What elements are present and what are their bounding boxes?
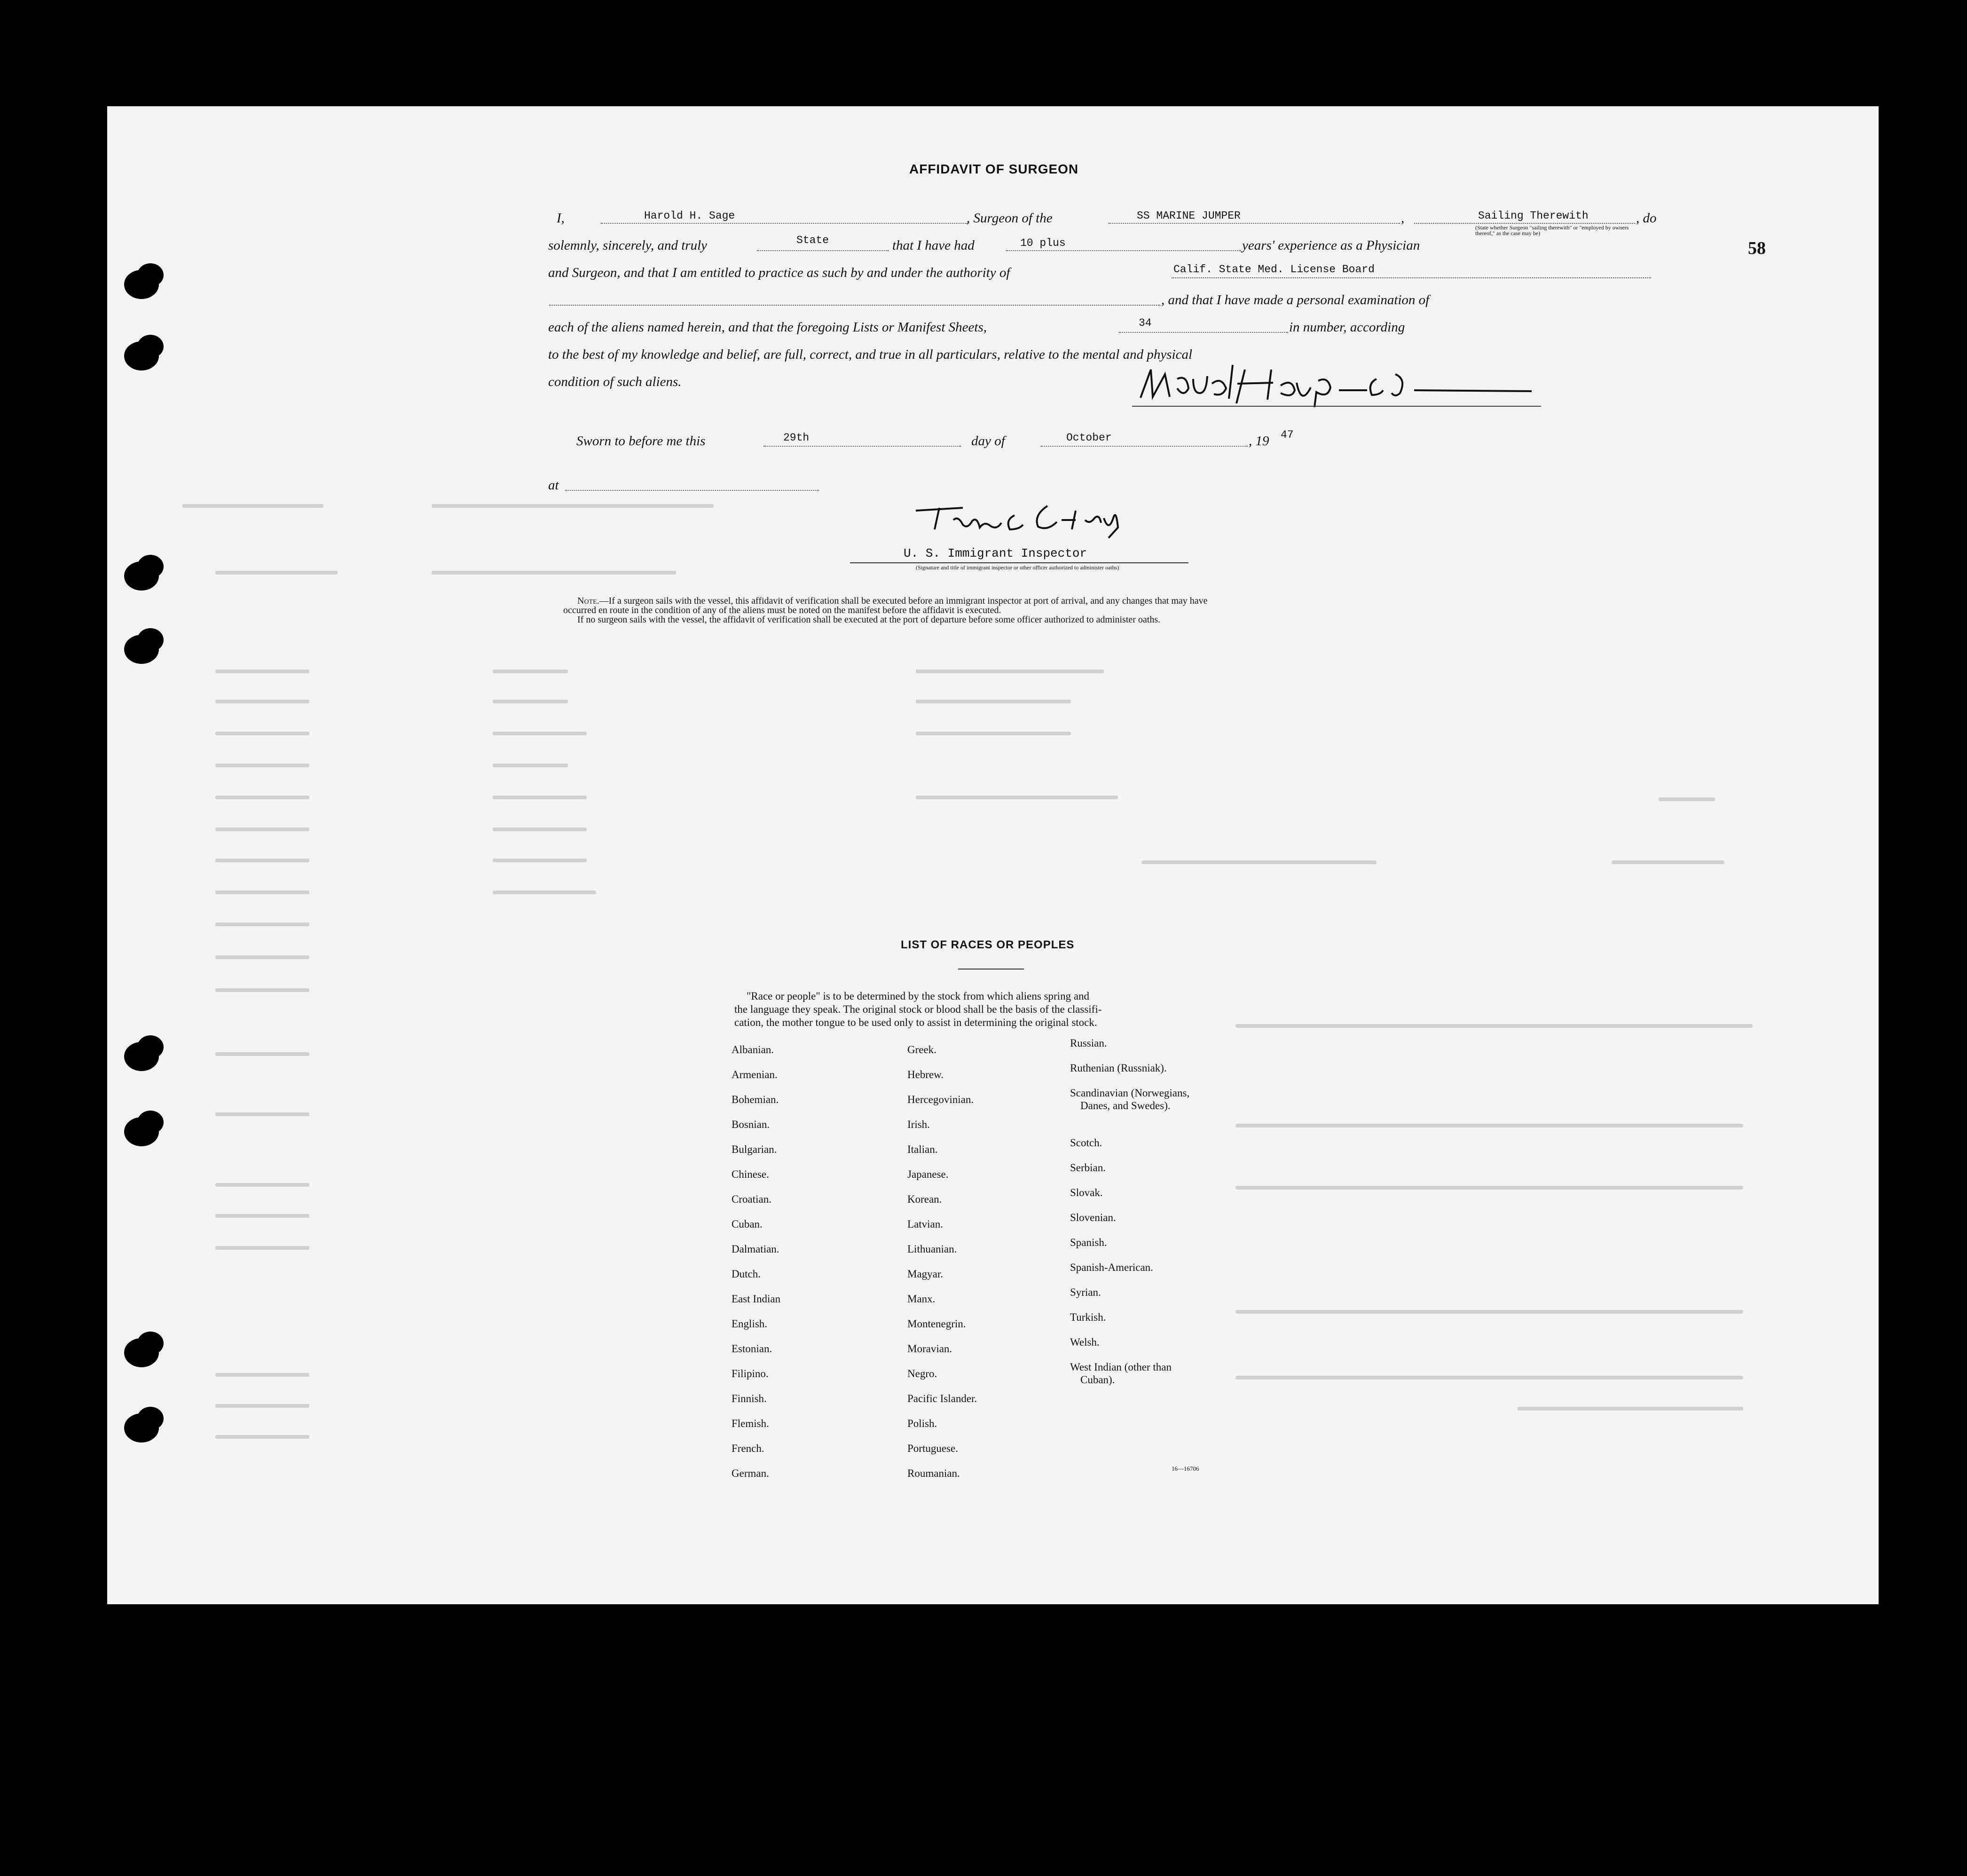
day-line [763,446,961,447]
races-column-1 [732,1037,780,1486]
years-label: years' experience as a Physician [1242,238,1420,253]
binder-hole [124,1413,159,1442]
race-item: Scandinavian (Norwegians, [1070,1087,1190,1099]
race-item: Cuban. [732,1218,763,1230]
examination-label: , and that I have made a personal examination of [1161,292,1430,307]
race-item: Welsh. [1070,1336,1100,1348]
note-label: Note. [577,596,599,606]
race-item: Spanish-American. [1070,1261,1153,1273]
race-item: Portuguese. [907,1442,958,1454]
race-item: Syrian. [1070,1286,1101,1298]
race-item: Japanese. [907,1168,949,1180]
sworn-day: 29th [783,432,810,444]
in-number-label: in number, according [1289,320,1405,335]
race-item: German. [732,1467,769,1479]
race-item: Slovenian. [1070,1212,1116,1223]
sworn-label: Sworn to before me this [576,434,706,449]
authority-line-continued [549,305,1160,306]
races-intro-3: cation, the mother tongue to be used only to assist in determining the original stock. [734,1017,1097,1028]
comma: , [1401,211,1405,226]
race-item: Polish. [907,1418,937,1429]
race-item: Greek. [907,1044,936,1056]
race-item: Bohemian. [732,1094,779,1105]
authority-line [1172,277,1651,278]
race-item: Ruthenian (Russniak). [1070,1062,1167,1074]
sheets-line [1119,332,1288,333]
race-item: Serbian. [1070,1162,1106,1174]
race-item: West Indian (other than [1070,1361,1172,1373]
race-item: Italian. [907,1143,938,1155]
races-title-rule [958,969,1024,970]
race-item: Scotch. [1070,1137,1102,1149]
surgeon-of-the-label: , Surgeon of the [967,211,1053,226]
binder-hole [124,270,159,299]
race-item: Chinese. [732,1168,769,1180]
binder-hole [124,1338,159,1367]
binder-hole [124,561,159,591]
day-of-label: day of [971,434,1005,449]
status-line [1414,223,1635,224]
document-page [107,106,1879,1604]
manifest-sheets-label: each of the aliens named herein, and that the foregoing Lists or Manifest Sheets, [548,320,987,335]
at-label: at [548,478,559,493]
month-line [1041,446,1248,447]
races-intro-2: the language they speak. The original stock or blood shall be the basis of the classifi- [734,1003,1102,1015]
vessel-name: SS MARINE JUMPER [1137,210,1241,222]
years-line [1006,250,1241,251]
race-item: Negro. [907,1368,937,1379]
race-item: Albanian. [732,1044,774,1056]
race-item: Korean. [907,1193,942,1205]
page-number: 58 [1748,238,1766,258]
do-label: , do [1636,211,1657,226]
race-item: Danes, and Swedes). [1080,1100,1171,1111]
race-item: Cuban). [1080,1374,1115,1386]
surgeon-signature [1132,360,1546,412]
race-item: French. [732,1442,764,1454]
belief-statement: to the best of my knowledge and belief, are full, correct, and true in all particulars, relative to the mental and physical [548,347,1193,362]
years-experience: 10 plus [1020,237,1066,249]
race-item: Moravian. [907,1343,952,1355]
race-item: Hebrew. [907,1069,944,1080]
licensing-authority: Calif. State Med. License Board [1173,263,1375,276]
binder-hole [124,635,159,664]
race-item: Roumanian. [907,1467,960,1479]
sailing-status: Sailing Therewith [1478,210,1589,222]
race-item: Manx. [907,1293,936,1305]
note-text-1: —If a surgeon sails with the vessel, this affidavit of verification shall be executed before an immigrant inspector at port of arrival, and any changes that may have [599,596,1208,606]
sworn-year: 47 [1281,429,1294,441]
binder-hole [124,341,159,370]
note-line-2: occurred en route in the condition of any of the aliens must be noted on the manifest before the affidavit is executed. [563,605,1001,615]
race-item: Croatian. [732,1193,771,1205]
i-label: I, [557,211,565,226]
race-item: Russian. [1070,1037,1107,1049]
race-item: Bosnian. [732,1119,770,1130]
surgeon-name-line [601,223,968,224]
race-item: Dalmatian. [732,1243,779,1255]
races-title: LIST OF RACES OR PEOPLES [901,938,1075,951]
races-column-2 [907,1037,977,1486]
authority-label: and Surgeon, and that I am entitled to practice as such by and under the authority of [548,265,1010,280]
race-item: Latvian. [907,1218,943,1230]
sworn-month: October [1066,432,1112,444]
manifest-sheet-count: 34 [1139,317,1152,329]
solemnly-label: solemnly, sincerely, and truly [548,238,708,253]
race-item: Armenian. [732,1069,778,1080]
race-item: Flemish. [732,1418,769,1429]
race-item: English. [732,1318,768,1330]
race-item: Turkish. [1070,1311,1106,1323]
inspector-signature [906,501,1207,539]
race-item: Lithuanian. [907,1243,957,1255]
race-item: Finnish. [732,1393,767,1404]
vessel-line [1109,223,1400,224]
binder-hole [124,1042,159,1071]
condition-statement: condition of such aliens. [548,374,682,389]
affidavit-title: AFFIDAVIT OF SURGEON [909,162,1079,176]
races-intro-1: "Race or people" is to be determined by the stock from which aliens spring and [747,990,1090,1002]
verb-line [757,250,889,251]
race-item: Montenegrin. [907,1318,966,1330]
race-item: Pacific Islander. [907,1393,977,1404]
race-item: East Indian [732,1293,781,1305]
oath-verb: State [796,234,829,246]
races-column-3 [1070,1037,1189,1387]
have-had-label: that I have had [892,238,975,253]
binder-hole [124,1117,159,1146]
note-line-3: If no surgeon sails with the vessel, the affidavit of verification shall be executed at the port of departure before some officer authorized to administer oaths. [577,615,1161,625]
race-item: Magyar. [907,1268,944,1280]
race-item: Irish. [907,1119,930,1130]
status-note: (State whether Surgeon "sailing therewith" or "employed by owners thereof," as the case may be) [1475,224,1629,236]
race-item: Dutch. [732,1268,761,1280]
race-item: Estonian. [732,1343,772,1355]
year-prefix: , 19 [1249,434,1269,449]
note-line-1 [577,596,1208,606]
race-item: Bulgarian. [732,1143,777,1155]
race-item: Spanish. [1070,1237,1107,1248]
form-number: 16—16706 [1172,1465,1199,1472]
inspector-caption: (Signature and title of immigrant inspector or other officer authorized to administer oaths) [916,564,1119,571]
inspector-title: U. S. Immigrant Inspector [904,546,1087,560]
race-item: Slovak. [1070,1187,1103,1198]
inspector-signature-rule [850,562,1188,563]
surgeon-name: Harold H. Sage [644,210,735,222]
race-item: Hercegovinian. [907,1094,974,1105]
at-line [565,490,819,491]
race-item: Filipino. [732,1368,769,1379]
